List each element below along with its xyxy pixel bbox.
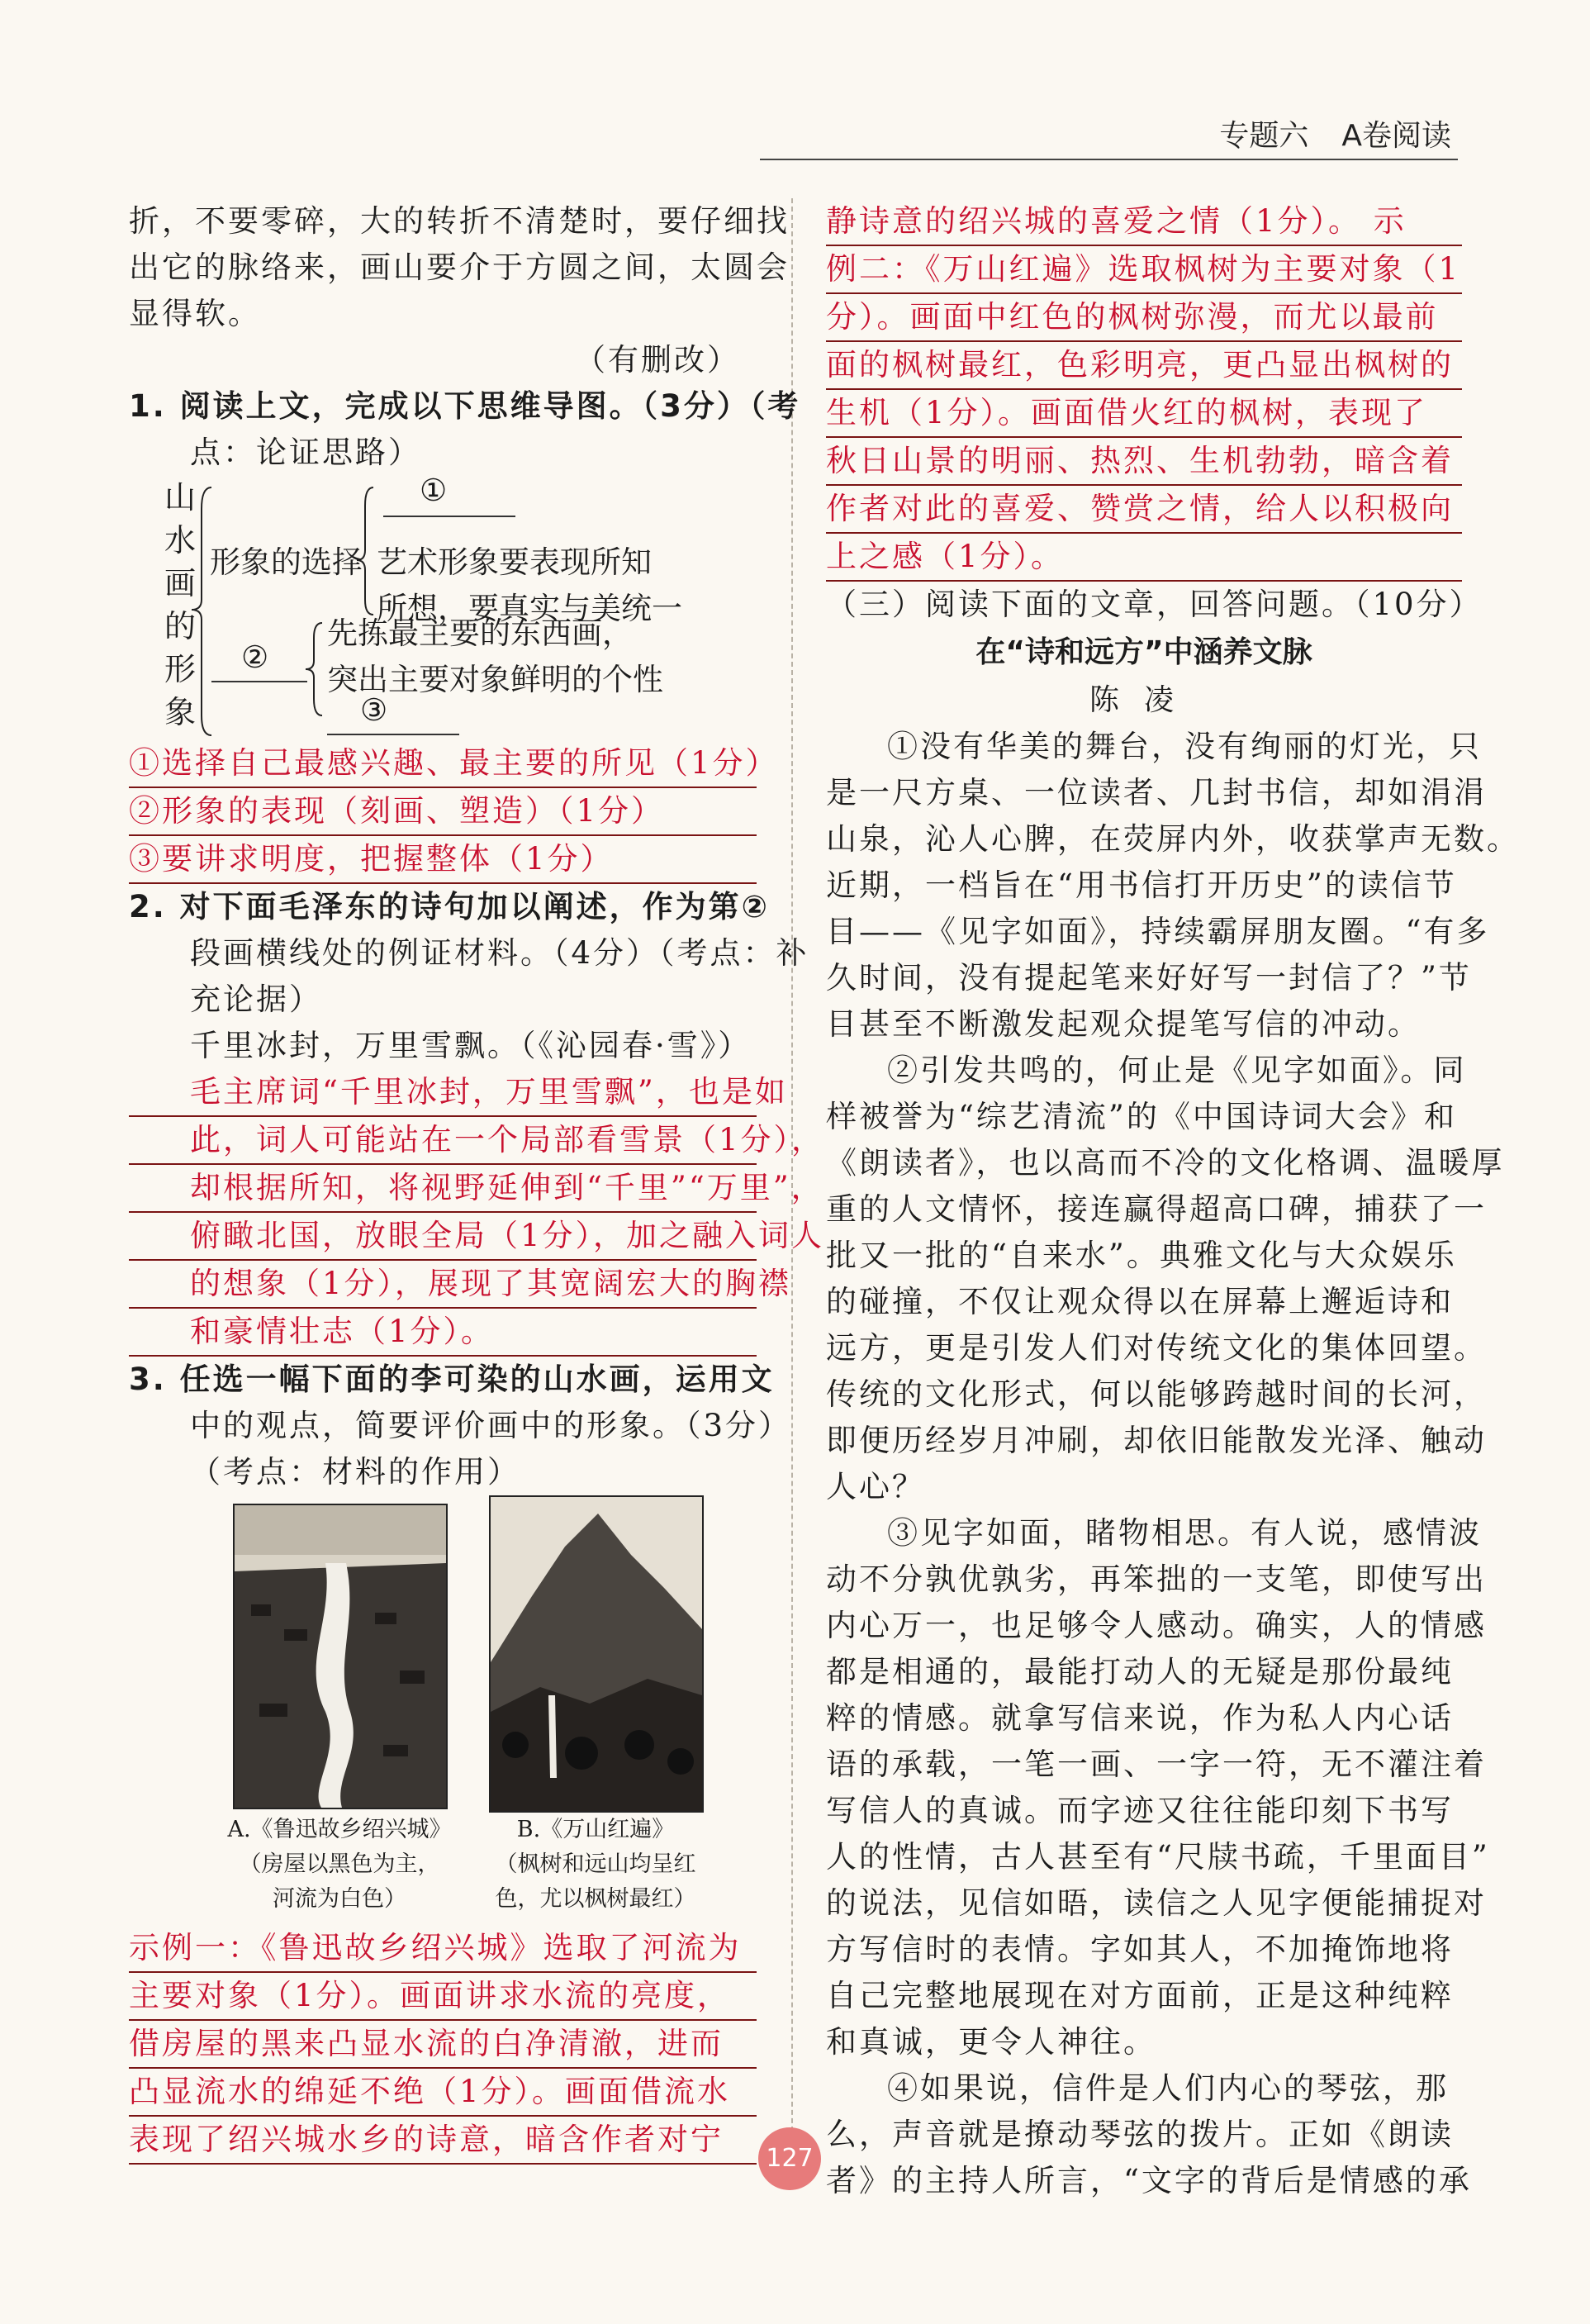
- answer-line: 此，词人可能站在一个局部看雪景（1分），: [129, 1117, 757, 1165]
- answer-line: 凸显流水的绵延不绝（1分）。画面借流水: [129, 2069, 757, 2117]
- blank-2: ②: [241, 639, 269, 675]
- answer-line: 面的枫树最红，色彩明亮，更凸显出枫树的: [826, 342, 1462, 390]
- question-1-cont: 点：论证思路）: [190, 435, 421, 470]
- intro-line: 出它的脉络来，画山要介于方圆之间，太圆会: [129, 250, 790, 285]
- question-3-cont: （考点：材料的作用）: [190, 1454, 520, 1490]
- answer-line: 表现了绍兴城水乡的诗意，暗含作者对宁: [129, 2117, 757, 2165]
- right-column: [826, 198, 1520, 2204]
- source-note: （有删改）: [575, 342, 740, 378]
- branch-item: 艺术形象要表现所知: [377, 544, 652, 580]
- intro-line: 折，不要零碎，大的转折不清楚时，要仔细找: [129, 203, 790, 239]
- branch-item: 突出主要对象鲜明的个性: [327, 662, 663, 697]
- section-heading: （三）阅读下面的文章，回答问题。（10分）: [826, 587, 1483, 622]
- answer-line: 上之感（1分）。: [826, 534, 1462, 582]
- poem-quote: 千里冰封，万里雪飘。（《沁园春·雪》）: [190, 1028, 752, 1063]
- mind-map-root: 山 水 画 的 形 象: [164, 479, 196, 730]
- answer-line: ③要讲求明度，把握整体（1分）: [129, 836, 757, 884]
- question-3-cont: 中的观点，简要评价画中的形象。（3分）: [190, 1408, 792, 1443]
- paintings: [129, 1495, 757, 1925]
- header-rule: [760, 159, 1458, 160]
- mind-map: [129, 473, 757, 740]
- page-number: 127: [758, 2127, 821, 2190]
- answer-line: 的想象（1分），展现了其宽阔宏大的胸襟: [129, 1261, 757, 1309]
- blank-1: ①: [420, 473, 448, 508]
- painting-a: [233, 1504, 448, 1809]
- question-1: 1. 阅读上文，完成以下思维导图。（3分）（考: [129, 388, 801, 424]
- question-2: 2. 对下面毛泽东的诗句加以阐述，作为第②: [129, 889, 771, 924]
- answer-line: 借房屋的黑来凸显水流的白净清澈，进而: [129, 2021, 757, 2069]
- branch-item: 先拣最主要的东西画，: [327, 615, 633, 651]
- answer-line: 生机（1分）。画面借火红的枫树，表现了: [826, 390, 1462, 438]
- answer-line: 和豪情壮志（1分）。: [129, 1309, 757, 1357]
- answer-line: 却根据所知，将视野延伸到“千里”“万里”，: [129, 1165, 757, 1213]
- intro-line: 显得软。: [129, 296, 261, 331]
- answer-line: 示例一：《鲁迅故乡绍兴城》选取了河流为: [129, 1925, 757, 1973]
- answer-line: ②形象的表现（刻画、塑造）（1分）: [129, 788, 757, 836]
- paragraph-1: ①没有华美的舞台，没有绚丽的灯光，只 是一尺方桌、一位读者、几封书信，却如涓涓 山泉，沁人心脾，在荧屏内外，收获掌声无数。 近期，一档旨在“用书信打开历史”的读信节 目——《见字如面》，持续霸屏朋友圈。“有多 久时间，没有提起笔来好好写一封信了？”节 目甚至不断激发起观众提笔写信的冲动。: [826, 729, 1520, 1042]
- painting-b-image: [491, 1497, 702, 1811]
- branch-selection: 形象的选择: [210, 544, 363, 580]
- header-title: A卷阅读: [1341, 119, 1451, 153]
- painting-a-caption: A.《鲁迅故乡绍兴城》 （房屋以黑色为主， 河流为白色）: [227, 1817, 452, 1912]
- paragraph-2: ②引发共鸣的，何止是《见字如面》。同 样被誉为“综艺清流”的《中国诗词大会》和 《朗读者》，也以高而不冷的文化格调、温暖厚 重的人文情怀，接连赢得超高口碑，捕获了一 批又一批的“自来水”。典雅文化与大众娱乐 的碰撞，不仅让观众得以在屏幕上邂逅诗和 远方，更是引发人们对传统文化的集体回望。 传统的文化形式，何以能够跨越时间的长河， 即便历经岁月冲刷，却依旧能散发光泽、触动 人心？: [826, 1053, 1505, 1504]
- header-section: 专题六: [1219, 119, 1309, 153]
- answer-line: 秋日山景的明丽、热烈、生机勃勃，暗含着: [826, 438, 1462, 486]
- answer-line: 俯瞰北国，放眼全局（1分），加之融入词人: [129, 1213, 757, 1261]
- article-author: 陈凌: [1089, 683, 1198, 717]
- branch-item: 所想，要真实与美统一: [377, 591, 682, 626]
- blank-3: ③: [360, 692, 388, 728]
- paragraph-4: ④如果说，信件是人们内心的琴弦，那 么，声音就是撩动琴弦的拨片。正如《朗读 者》的主持人所言，“文字的背后是情感的承: [826, 2070, 1472, 2198]
- answer-line: 毛主席词“千里冰封，万里雪飘”，也是如: [129, 1069, 757, 1117]
- answer-line: 例二：《万山红遍》选取枫树为主要对象（1: [826, 246, 1462, 294]
- paragraph-3: ③见字如面，睹物相思。有人说，感情波 动不分孰优孰劣，再笨拙的一支笔，即使写出 内心万一，也足够令人感动。确实，人的情感 都是相通的，最能打动人的无疑是那份最纯 粹的情感。就拿写信来说，作为私人内心话 语的承载，一笔一画、一字一符，无不灌注着 写信人的真诚。而字迹又往往能印刻下书写 人的性情，古人甚至有“尺牍书疏，千里面目” 的说法，见信如晤，读信之人见字便能捕捉对 方写信时的表情。字如其人，不加掩饰地将 自己完整地展现在对方面前，正是这种纯粹 和真诚，更令人神往。: [826, 1515, 1490, 2060]
- question-2-cont: 充论据）: [190, 981, 322, 1017]
- question-2-cont: 段画横线处的例证材料。（4分）（考点：补: [190, 935, 809, 971]
- painting-b: [489, 1495, 704, 1813]
- article-title: 在“诗和远方”中涵养文脉: [975, 635, 1312, 669]
- painting-b-caption: B.《万山红遍》 （枫树和远山均呈红 色，尤以枫树最红）: [495, 1817, 696, 1912]
- answer-line: 分）。画面中红色的枫树弥漫，而尤以最前: [826, 294, 1462, 342]
- question-3: 3. 任选一幅下面的李可染的山水画，运用文: [129, 1362, 775, 1397]
- answer-line: 静诗意的绍兴城的喜爱之情（1分）。 示: [826, 198, 1462, 246]
- painting-a-image: [235, 1505, 446, 1808]
- answer-line: ①选择自己最感兴趣、最主要的所见（1分）: [129, 740, 757, 788]
- page-header: [1219, 112, 1451, 154]
- answer-line: 主要对象（1分）。画面讲求水流的亮度，: [129, 1973, 757, 2021]
- answer-line: 作者对此的喜爱、赞赏之情，给人以积极向: [826, 486, 1462, 534]
